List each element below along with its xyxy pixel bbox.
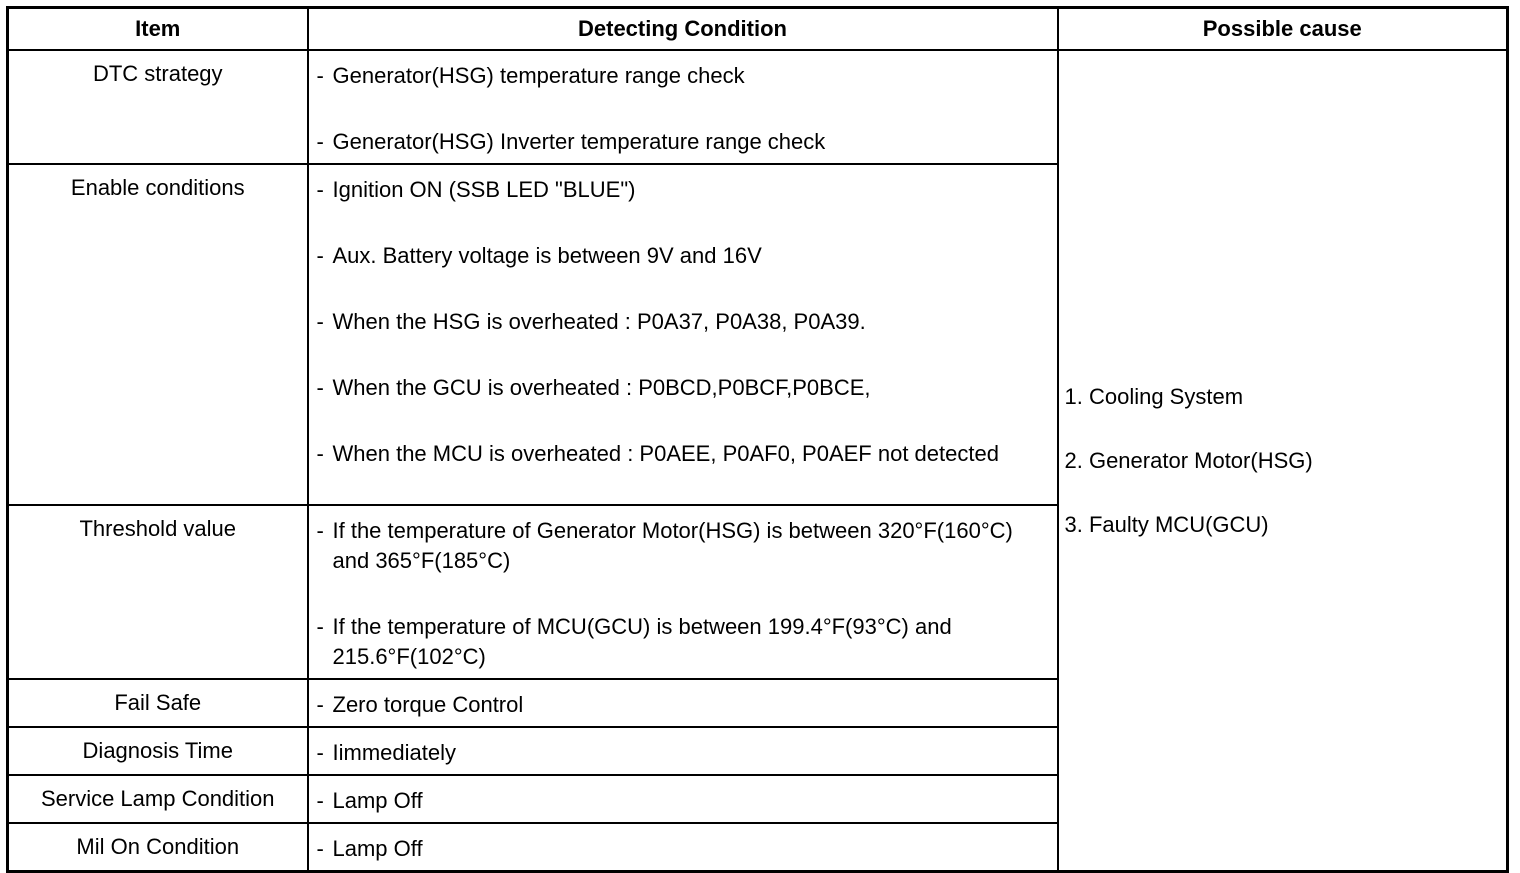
condition-text: Zero torque Control bbox=[332, 692, 524, 717]
cause-list bbox=[1065, 382, 1507, 540]
condition-text: When the HSG is overheated : P0A37, P0A38, P0A39. bbox=[332, 309, 866, 334]
bullet-dash: - bbox=[316, 129, 324, 154]
condition-text: Aux. Battery voltage is between 9V and 16V bbox=[332, 243, 762, 268]
header-row bbox=[8, 8, 1508, 51]
condition-text: Iimmediately bbox=[332, 740, 456, 765]
table-row-dtc-strategy bbox=[8, 50, 1508, 164]
bullet-dash: - bbox=[316, 309, 324, 334]
condition-text: Lamp Off bbox=[332, 836, 423, 861]
cond-service-lamp bbox=[308, 775, 1058, 823]
cause-item: 1. Cooling System bbox=[1064, 383, 1244, 409]
bullet-dash: - bbox=[316, 441, 324, 466]
condition-line bbox=[317, 307, 1049, 337]
bullet-dash: - bbox=[316, 788, 324, 813]
condition-line bbox=[317, 738, 1049, 768]
cause-item: 2. Generator Motor(HSG) bbox=[1064, 447, 1313, 473]
item-service-lamp: Service Lamp Condition bbox=[8, 775, 308, 823]
bullet-dash: - bbox=[316, 63, 324, 88]
condition-text: When the MCU is overheated : P0AEE, P0AF0, P0AEF not detected bbox=[332, 441, 999, 466]
item-fail-safe: Fail Safe bbox=[8, 679, 308, 727]
item-threshold-value: Threshold value bbox=[8, 505, 308, 679]
condition-text: If the temperature of MCU(GCU) is between 199.4°F(93°C) and 215.6°F(102°C) bbox=[332, 614, 952, 669]
dtc-table bbox=[6, 6, 1509, 873]
condition-line bbox=[317, 690, 1049, 720]
bullet-dash: - bbox=[316, 518, 324, 543]
item-enable-conditions: Enable conditions bbox=[8, 164, 308, 505]
bullet-dash: - bbox=[316, 692, 324, 717]
bullet-dash: - bbox=[316, 375, 324, 400]
cond-dtc-strategy bbox=[308, 50, 1058, 164]
cause-item: 3. Faulty MCU(GCU) bbox=[1064, 511, 1269, 537]
header-item: Item bbox=[8, 8, 308, 51]
condition-line bbox=[317, 786, 1049, 816]
bullet-dash: - bbox=[316, 614, 324, 639]
condition-text: Generator(HSG) temperature range check bbox=[332, 63, 745, 88]
condition-line bbox=[317, 127, 1049, 157]
cond-fail-safe bbox=[308, 679, 1058, 727]
condition-text: Ignition ON (SSB LED "BLUE") bbox=[332, 177, 636, 202]
cond-mil-on bbox=[308, 823, 1058, 872]
condition-text: Lamp Off bbox=[332, 788, 423, 813]
bullet-dash: - bbox=[316, 243, 324, 268]
condition-text: If the temperature of Generator Motor(HSG) is between 320°F(160°C) and 365°F(185°C) bbox=[332, 518, 1013, 573]
header-possible-cause: Possible cause bbox=[1058, 8, 1508, 51]
bullet-dash: - bbox=[316, 177, 324, 202]
condition-line bbox=[317, 175, 1049, 205]
condition-line bbox=[317, 439, 1049, 469]
item-dtc-strategy: DTC strategy bbox=[8, 50, 308, 164]
condition-line bbox=[317, 516, 1049, 576]
document-page bbox=[6, 6, 1506, 861]
condition-line bbox=[317, 61, 1049, 91]
item-diagnosis-time: Diagnosis Time bbox=[8, 727, 308, 775]
condition-text: When the GCU is overheated : P0BCD,P0BCF,P0BCE, bbox=[332, 375, 871, 400]
header-detecting-condition: Detecting Condition bbox=[308, 8, 1058, 51]
bullet-dash: - bbox=[316, 836, 324, 861]
condition-line bbox=[317, 373, 1049, 403]
cond-threshold-value bbox=[308, 505, 1058, 679]
condition-line bbox=[317, 241, 1049, 271]
bullet-dash: - bbox=[316, 740, 324, 765]
condition-line bbox=[317, 612, 1049, 672]
possible-cause-cell bbox=[1058, 50, 1508, 872]
item-mil-on: Mil On Condition bbox=[8, 823, 308, 872]
condition-text: Generator(HSG) Inverter temperature range check bbox=[332, 129, 826, 154]
cond-enable-conditions bbox=[308, 164, 1058, 505]
cond-diagnosis-time bbox=[308, 727, 1058, 775]
